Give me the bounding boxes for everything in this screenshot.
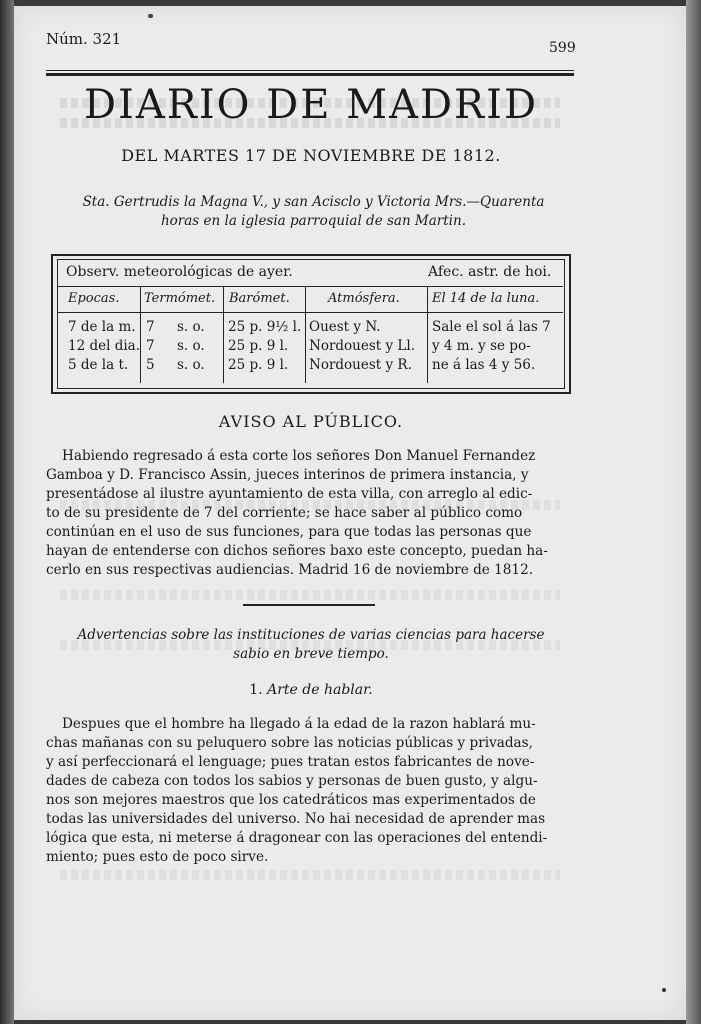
astronomy-line: Sale el sol á las 7 bbox=[432, 319, 551, 335]
table-header-rule bbox=[57, 312, 563, 313]
row-atmosphere: Nordouest y R. bbox=[309, 357, 412, 373]
issue-number: Núm. 321 bbox=[46, 30, 122, 48]
page-edge bbox=[686, 0, 701, 1024]
body-line: Despues que el hombre ha llegado á la edad de la razon hablará mu- bbox=[62, 716, 536, 732]
body-line: y así perfeccionará el lenguage; pues tratan estos fabricantes de nove- bbox=[46, 754, 535, 770]
column-divider bbox=[305, 287, 306, 383]
saints-line: Sta. Gertrudis la Magna V., y san Acisclo y Victoria Mrs.—Quarenta bbox=[82, 194, 545, 210]
masthead-rule-thick bbox=[46, 73, 574, 76]
show-through-text bbox=[60, 870, 560, 880]
saints-of-the-day bbox=[56, 193, 571, 231]
show-through-text bbox=[60, 590, 560, 600]
notice-line: cerlo en sus respectivas audiencias. Madrid 16 de noviembre de 1812. bbox=[46, 562, 534, 578]
row-temp-unit: s. o. bbox=[177, 319, 205, 335]
header-atmosfera: Atmósfera. bbox=[328, 291, 400, 306]
row-temp-unit: s. o. bbox=[177, 338, 205, 354]
advertencias-heading bbox=[66, 626, 556, 664]
row-epoca: 12 del dia. bbox=[68, 338, 141, 354]
body-line: todas las universidades del universo. No hai necesidad de aprender mas bbox=[46, 811, 546, 827]
column-divider bbox=[223, 287, 224, 383]
row-epoca: 7 de la m. bbox=[68, 319, 136, 335]
dateline: DEL MARTES 17 DE NOVIEMBRE DE 1812. bbox=[121, 146, 501, 165]
advertencias-line: sabio en breve tiempo. bbox=[233, 646, 389, 662]
header-epocas: Epocas. bbox=[68, 291, 120, 306]
body-line: chas mañanas con su peluquero sobre las noticias públicas y privadas, bbox=[46, 735, 533, 751]
masthead-rule-top bbox=[46, 70, 574, 71]
row-atmosphere: Nordouest y Ll. bbox=[309, 338, 415, 354]
notice-heading: AVISO AL PÚBLICO. bbox=[218, 412, 404, 431]
row-atmosphere: Ouest y N. bbox=[309, 319, 381, 335]
section-title: Arte de hablar. bbox=[267, 682, 373, 698]
header-termometro: Termómet. bbox=[144, 291, 216, 306]
header-barometro: Barómet. bbox=[229, 291, 290, 306]
notice-line: to de su presidente de 7 del corriente; se hace saber al público como bbox=[46, 505, 523, 521]
astronomy-line: y 4 m. y se po- bbox=[432, 338, 531, 354]
section-divider bbox=[243, 604, 375, 606]
saints-line: horas en la iglesia parroquial de san Martin. bbox=[160, 213, 466, 229]
row-temp-unit: s. o. bbox=[177, 357, 205, 373]
notice-line: Gamboa y D. Francisco Assin, jueces interinos de primera instancia, y bbox=[46, 467, 529, 483]
ink-speck bbox=[148, 14, 153, 18]
row-temperature: 7 bbox=[146, 319, 155, 335]
row-epoca: 5 de la t. bbox=[68, 357, 129, 373]
astronomy-line: ne á las 4 y 56. bbox=[432, 357, 536, 373]
notice-line: Habiendo regresado á esta corte los señores Don Manuel Fernandez bbox=[62, 448, 536, 464]
body-line: lógica que esta, ni meterse á dragonear con las operaciones del entendi- bbox=[46, 830, 548, 846]
row-barometer: 25 p. 9½ l. bbox=[228, 319, 302, 335]
header-luna: El 14 de la luna. bbox=[432, 291, 540, 306]
row-temperature: 5 bbox=[146, 357, 155, 373]
body-paragraph bbox=[46, 715, 572, 867]
masthead-title: DIARIO DE MADRID bbox=[83, 82, 539, 128]
row-temperature: 7 bbox=[146, 338, 155, 354]
column-divider bbox=[427, 287, 428, 383]
section-heading bbox=[46, 682, 576, 698]
notice-line: presentádose al ilustre ayuntamiento de esta villa, con arreglo al edic- bbox=[46, 486, 533, 502]
row-barometer: 25 p. 9 l. bbox=[228, 357, 289, 373]
body-line: nos son mejores maestros que los catedráticos mas experimentados de bbox=[46, 792, 536, 808]
weather-title: Observ. meteorológicas de ayer. bbox=[66, 264, 293, 280]
notice-line: continúan en el uso de sus funciones, para que todas las personas que bbox=[46, 524, 532, 540]
section-number: 1. bbox=[249, 682, 263, 698]
astronomy-title: Afec. astr. de hoi. bbox=[428, 264, 552, 280]
notice-line: hayan de entenderse con dichos señores baxo este concepto, puedan ha- bbox=[46, 543, 548, 559]
row-barometer: 25 p. 9 l. bbox=[228, 338, 289, 354]
ink-speck bbox=[662, 988, 666, 992]
column-divider bbox=[140, 287, 141, 383]
page-number: 599 bbox=[549, 40, 576, 56]
body-line: miento; pues esto de poco sirve. bbox=[46, 849, 269, 865]
book-gutter bbox=[0, 0, 14, 1024]
advertencias-line: Advertencias sobre las instituciones de varias ciencias para hacerse bbox=[77, 627, 545, 643]
notice-paragraph bbox=[46, 447, 572, 580]
table-header-rule bbox=[57, 286, 563, 287]
body-line: dades de cabeza con todos los sabios y personas de buen gusto, y algu- bbox=[46, 773, 538, 789]
